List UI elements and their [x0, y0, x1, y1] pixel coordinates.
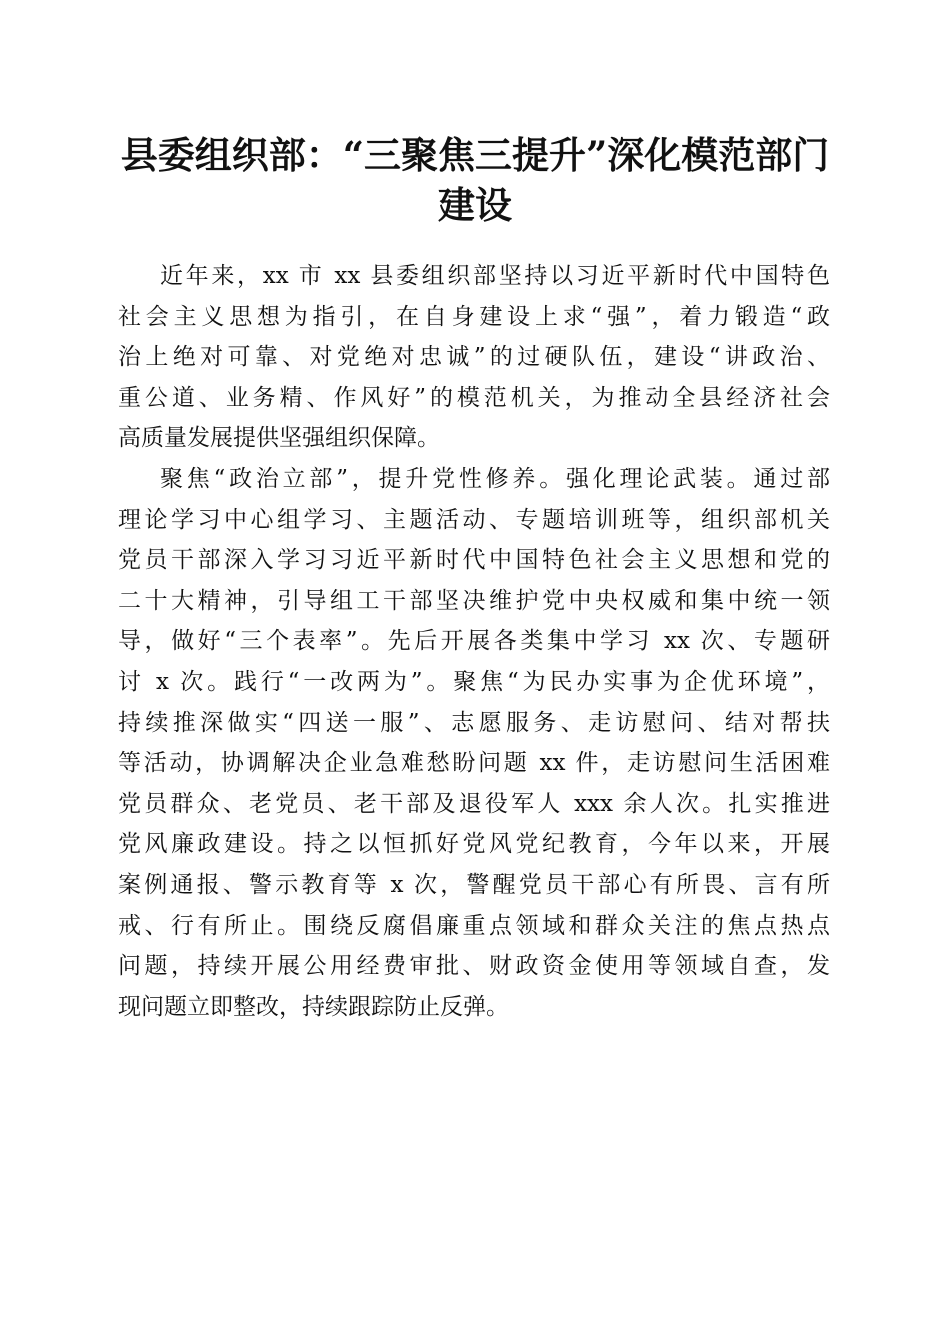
- paragraph-line: 现问题立即整改，持续跟踪防止反弹。: [118, 993, 509, 1020]
- paragraph-line: 重公道、业务精、作风好”的模范机关，为推动全县经济社会: [118, 384, 830, 411]
- paragraph-line: 问题，持续开展公用经费审批、财政资金使用等领域自查，发: [118, 953, 830, 980]
- paragraph-line: 等活动，协调解决企业急难愁盼问题 xx 件，走访慰问生活困难: [118, 750, 830, 777]
- paragraph-line: 近年来，xx 市 xx 县委组织部坚持以习近平新时代中国特色: [160, 263, 830, 289]
- paragraph-line: 高质量发展提供坚强组织保障。: [118, 425, 440, 452]
- title-line-1: 县委组织部：“三聚焦三提升”深化模范部门: [120, 133, 830, 177]
- title-line-2: 建设: [438, 183, 512, 227]
- paragraph-line: 社会主义思想为指引，在自身建设上求“强”，着力锻造“政: [118, 303, 830, 330]
- paragraph-line: 党风廉政建设。持之以恒抓好党风党纪教育，今年以来，开展: [118, 831, 830, 858]
- paragraph-line: 党员干部深入学习习近平新时代中国特色社会主义思想和党的: [118, 547, 830, 574]
- paragraph-line: 治上绝对可靠、对党绝对忠诚”的过硬队伍，建设“讲政治、: [118, 344, 830, 371]
- paragraph-line: 讨 x 次。践行“一改两为”。聚焦“为民办实事为企优环境”，: [118, 668, 830, 695]
- paragraph-line: 聚焦“政治立部”，提升党性修养。强化理论武装。通过部: [160, 465, 830, 492]
- paragraph-line: 理论学习中心组学习、主题活动、专题培训班等，组织部机关: [118, 506, 830, 533]
- document-title: [110, 130, 840, 230]
- paragraph-line: 党员群众、老党员、老干部及退役军人 xxx 余人次。扎实推进: [118, 790, 830, 817]
- paragraph-line: 案例通报、警示教育等 x 次，警醒党员干部心有所畏、言有所: [118, 871, 830, 898]
- paragraph-line: 持续推深做实“四送一服”、志愿服务、走访慰问、结对帮扶: [118, 709, 830, 736]
- paragraph-line: 二十大精神，引导组工干部坚决维护党中央权威和集中统一领: [118, 587, 830, 614]
- paragraph-line: 戒、行有所止。围绕反腐倡廉重点领域和群众关注的焦点热点: [118, 912, 830, 939]
- document-body: [118, 256, 830, 1027]
- paragraph-2: [118, 459, 830, 1027]
- paragraph-line: 导，做好“三个表率”。先后开展各类集中学习 xx 次、专题研: [118, 628, 830, 655]
- paragraph-1: [118, 256, 830, 459]
